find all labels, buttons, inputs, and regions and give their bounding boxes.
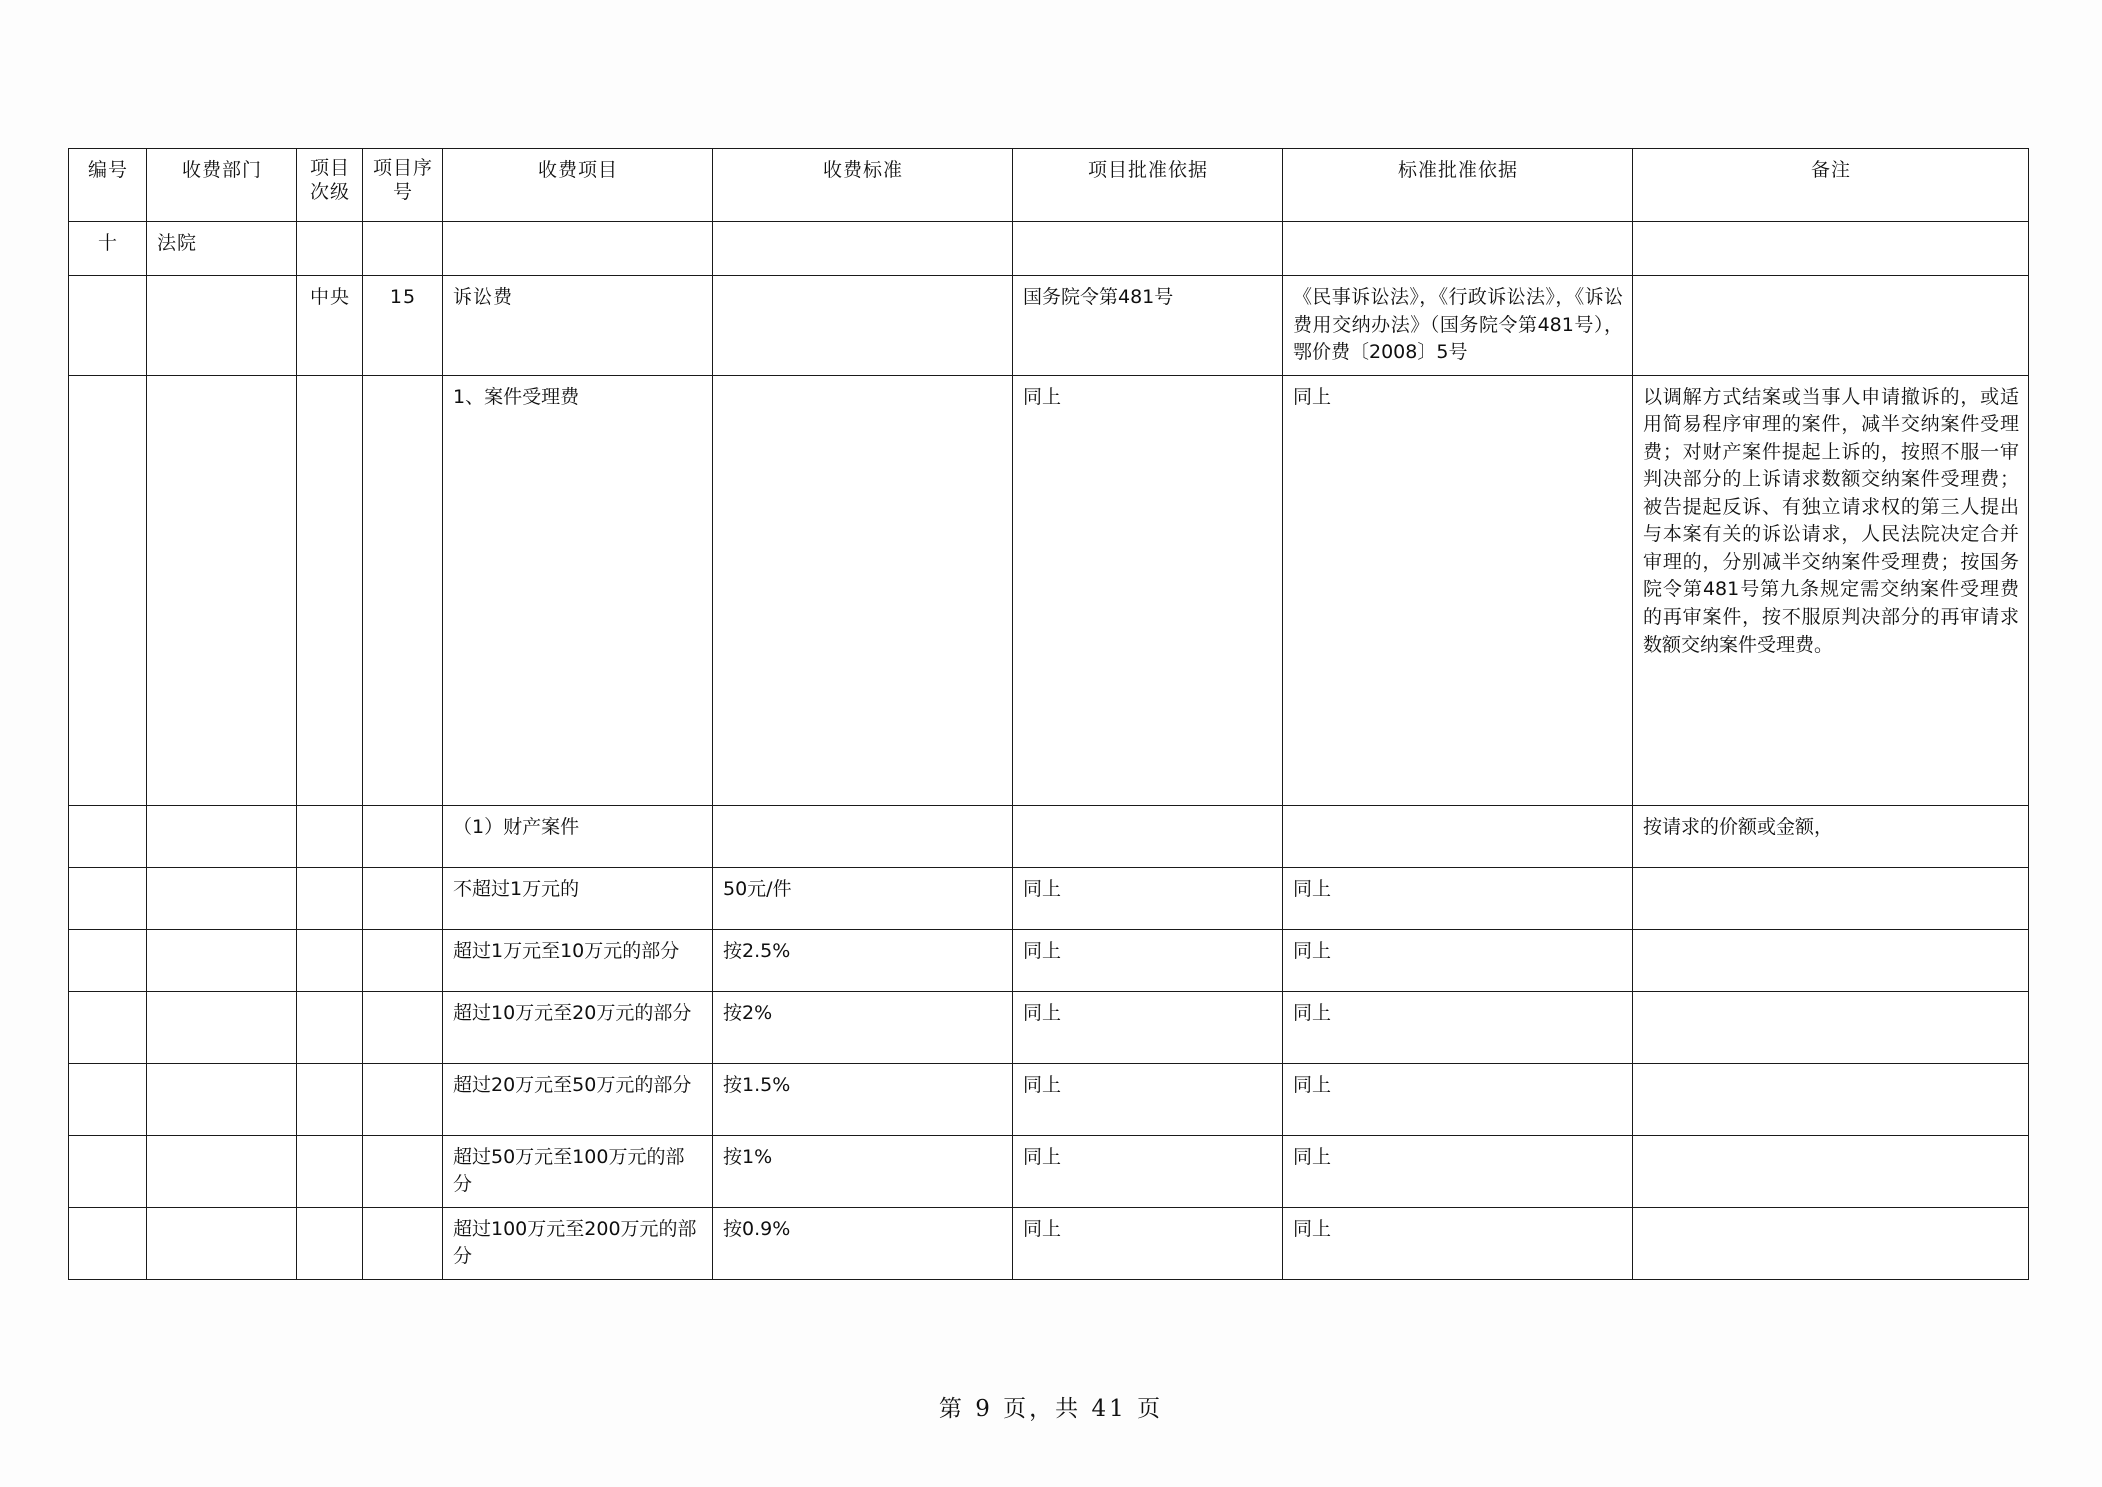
cell-level xyxy=(297,929,363,991)
cell-standard-basis: 同上 xyxy=(1283,1207,1633,1279)
cell-department xyxy=(147,991,297,1063)
table-row xyxy=(69,805,2029,867)
cell-remark xyxy=(1633,929,2029,991)
cell-sequence xyxy=(363,805,443,867)
cell-sequence xyxy=(363,1135,443,1207)
cell-item xyxy=(443,222,713,276)
cell-sequence xyxy=(363,867,443,929)
cell-no xyxy=(69,805,147,867)
column-header-level-line2: 次级 xyxy=(309,180,350,203)
cell-level xyxy=(297,375,363,805)
cell-item-basis xyxy=(1013,222,1283,276)
table-row xyxy=(69,929,2029,991)
table-header-row xyxy=(69,149,2029,222)
cell-standard-basis: 同上 xyxy=(1283,1063,1633,1135)
cell-item-basis: 同上 xyxy=(1013,375,1283,805)
cell-no xyxy=(69,276,147,376)
table-row xyxy=(69,991,2029,1063)
cell-sequence xyxy=(363,375,443,805)
cell-item-basis xyxy=(1013,805,1283,867)
cell-department xyxy=(147,276,297,376)
column-header-remark: 备注 xyxy=(1633,149,2029,222)
cell-standard: 按2% xyxy=(713,991,1013,1063)
cell-item: 超过50万元至100万元的部分 xyxy=(443,1135,713,1207)
cell-level xyxy=(297,1063,363,1135)
cell-department xyxy=(147,867,297,929)
cell-standard: 按0.9% xyxy=(713,1207,1013,1279)
cell-department xyxy=(147,805,297,867)
cell-item: 1、案件受理费 xyxy=(443,375,713,805)
table-row xyxy=(69,1135,2029,1207)
cell-remark xyxy=(1633,1135,2029,1207)
cell-no xyxy=(69,1207,147,1279)
cell-standard xyxy=(713,276,1013,376)
cell-level xyxy=(297,805,363,867)
cell-item-basis: 同上 xyxy=(1013,1135,1283,1207)
column-header-sequence xyxy=(363,149,443,222)
cell-item-basis: 同上 xyxy=(1013,991,1283,1063)
cell-department xyxy=(147,1207,297,1279)
cell-sequence xyxy=(363,222,443,276)
cell-standard: 按2.5% xyxy=(713,929,1013,991)
cell-item-basis: 国务院令第481号 xyxy=(1013,276,1283,376)
page-footer: 第 9 页，共 41 页 xyxy=(938,1396,1164,1422)
cell-department xyxy=(147,1135,297,1207)
table-row xyxy=(69,1207,2029,1279)
cell-remark: 按请求的价额或金额， xyxy=(1633,805,2029,867)
cell-department xyxy=(147,375,297,805)
cell-standard-basis: 《民事诉讼法》，《行政诉讼法》，《诉讼费用交纳办法》（国务院令第481号），鄂价费〔2008〕5号 xyxy=(1283,276,1633,376)
column-header-sequence-line1: 项目序 xyxy=(373,157,434,179)
cell-standard-basis: 同上 xyxy=(1283,991,1633,1063)
cell-sequence xyxy=(363,991,443,1063)
cell-remark xyxy=(1633,276,2029,376)
cell-standard xyxy=(713,805,1013,867)
cell-sequence: 15 xyxy=(363,276,443,376)
column-header-sequence-line2: 号 xyxy=(392,180,413,203)
cell-standard-basis: 同上 xyxy=(1283,867,1633,929)
column-header-department: 收费部门 xyxy=(147,149,297,222)
table-row xyxy=(69,222,2029,276)
table-row xyxy=(69,375,2029,805)
column-header-standard-basis: 标准批准依据 xyxy=(1283,149,1633,222)
cell-no xyxy=(69,929,147,991)
cell-remark xyxy=(1633,867,2029,929)
cell-level xyxy=(297,991,363,1063)
table-row xyxy=(69,867,2029,929)
cell-remark: 以调解方式结案或当事人申请撤诉的，或适用简易程序审理的案件，减半交纳案件受理费；对财产案件提起上诉的，按照不服一审判决部分的上诉请求数额交纳案件受理费；被告提起反诉、有独立请求权的第三人提出与本案有关的诉讼请求，人民法院决定合并审理的，分别减半交纳案件受理费；按国务院令第481号第九条规定需交纳案件受理费的再审案件，按不服原判决部分的再审请求数额交纳案件受理费。 xyxy=(1633,375,2029,805)
column-header-item-basis: 项目批准依据 xyxy=(1013,149,1283,222)
cell-no: 十 xyxy=(69,222,147,276)
cell-item-basis: 同上 xyxy=(1013,1063,1283,1135)
cell-level: 中央 xyxy=(297,276,363,376)
cell-standard: 50元/件 xyxy=(713,867,1013,929)
cell-item: （1）财产案件 xyxy=(443,805,713,867)
cell-sequence xyxy=(363,1063,443,1135)
cell-no xyxy=(69,867,147,929)
cell-department: 法院 xyxy=(147,222,297,276)
table-row xyxy=(69,1063,2029,1135)
cell-sequence xyxy=(363,1207,443,1279)
column-header-item: 收费项目 xyxy=(443,149,713,222)
cell-level xyxy=(297,1207,363,1279)
column-header-level xyxy=(297,149,363,222)
cell-standard xyxy=(713,222,1013,276)
cell-sequence xyxy=(363,929,443,991)
cell-standard xyxy=(713,375,1013,805)
cell-level xyxy=(297,222,363,276)
cell-item-basis: 同上 xyxy=(1013,929,1283,991)
cell-item: 超过20万元至50万元的部分 xyxy=(443,1063,713,1135)
cell-item: 不超过1万元的 xyxy=(443,867,713,929)
cell-no xyxy=(69,1063,147,1135)
cell-remark xyxy=(1633,1063,2029,1135)
cell-level xyxy=(297,867,363,929)
table-row xyxy=(69,276,2029,376)
cell-department xyxy=(147,1063,297,1135)
cell-remark xyxy=(1633,991,2029,1063)
cell-standard-basis: 同上 xyxy=(1283,1135,1633,1207)
cell-level xyxy=(297,1135,363,1207)
cell-standard: 按1% xyxy=(713,1135,1013,1207)
cell-remark xyxy=(1633,222,2029,276)
cell-department xyxy=(147,929,297,991)
cell-standard-basis xyxy=(1283,805,1633,867)
column-header-standard: 收费标准 xyxy=(713,149,1013,222)
cell-standard: 按1.5% xyxy=(713,1063,1013,1135)
cell-standard-basis: 同上 xyxy=(1283,375,1633,805)
cell-item: 超过100万元至200万元的部分 xyxy=(443,1207,713,1279)
cell-item: 超过10万元至20万元的部分 xyxy=(443,991,713,1063)
cell-no xyxy=(69,375,147,805)
cell-item-basis: 同上 xyxy=(1013,1207,1283,1279)
cell-remark xyxy=(1633,1207,2029,1279)
fee-schedule-table xyxy=(68,148,2029,1280)
fee-table-container xyxy=(68,148,2028,1280)
cell-no xyxy=(69,1135,147,1207)
cell-no xyxy=(69,991,147,1063)
cell-item: 诉讼费 xyxy=(443,276,713,376)
column-header-no: 编号 xyxy=(69,149,147,222)
cell-standard-basis: 同上 xyxy=(1283,929,1633,991)
cell-item-basis: 同上 xyxy=(1013,867,1283,929)
cell-item: 超过1万元至10万元的部分 xyxy=(443,929,713,991)
column-header-level-line1: 项目 xyxy=(309,157,350,179)
cell-standard-basis xyxy=(1283,222,1633,276)
